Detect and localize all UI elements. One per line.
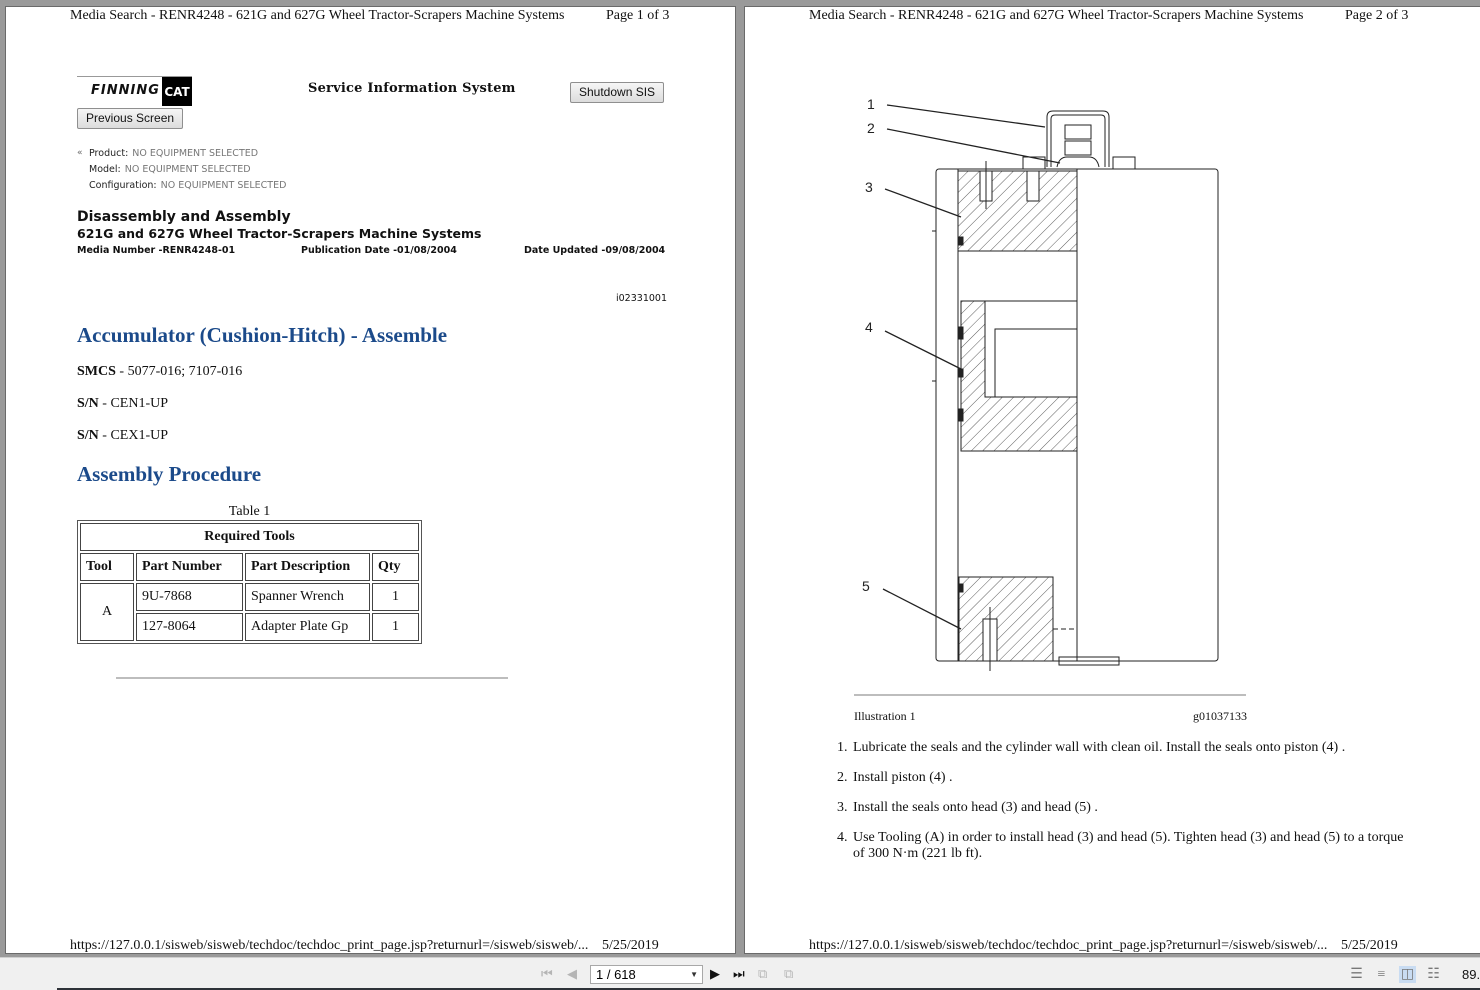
serial-number-field-1 [77,396,168,412]
header-page-label: Page 2 of 3 [1345,8,1409,23]
part-description-cell: Adapter Plate Gp [245,613,370,641]
page-header [809,8,1409,24]
logo-text: FINNING [91,83,160,98]
document-heading: Disassembly and Assembly [77,209,291,225]
callout-1: 1 [867,96,875,112]
collapse-arrow-icon[interactable]: « [77,148,83,158]
illustration-label: Illustration 1 [854,709,916,723]
document-page-1 [5,6,736,954]
sn-label: S/N [77,396,99,411]
header-title: Media Search - RENR4248 - 621G and 627G Wheel Tractor-Scrapers Machine Systems [809,8,1304,23]
column-header-part-description: Part Description [245,553,370,581]
header-title: Media Search - RENR4248 - 621G and 627G Wheel Tractor-Scrapers Machine Systems [70,8,565,23]
column-header-part-number: Part Number [136,553,243,581]
smcs-value: - 5077-016; 7107-016 [115,364,243,379]
procedure-steps [833,740,1411,876]
part-number-cell: 9U-7868 [136,583,243,611]
footer-url: https://127.0.0.1/sisweb/sisweb/techdoc/techdoc_print_page.jsp?returnurl=/sisweb/sisweb/... [70,938,589,953]
column-header-qty: Qty [372,553,419,581]
callout-5: 5 [862,578,870,594]
step-item: 3. Install the seals onto head (3) and head (5) . [851,800,1411,816]
page-number-select[interactable] [590,965,703,984]
divider [116,677,508,679]
step-item: 2. Install piston (4) . [851,770,1411,786]
table-header-row [80,553,419,581]
go-back-view-icon[interactable]: ⧉ [758,966,768,981]
callout-4: 4 [865,319,873,335]
zoom-value[interactable]: 89. [1462,967,1480,982]
footer-date: 5/25/2019 [601,938,659,953]
footer-url: https://127.0.0.1/sisweb/sisweb/techdoc/techdoc_print_page.jsp?returnurl=/sisweb/sisweb/... [809,938,1328,953]
single-page-icon[interactable]: ☰ [1350,967,1363,982]
header-page-label: Page 1 of 3 [606,8,670,23]
product-field [77,148,258,159]
callout-3: 3 [865,179,873,195]
previous-screen-button[interactable]: Previous Screen [77,108,183,129]
qty-cell: 1 [372,583,419,611]
procedure-title: Assembly Procedure [77,462,262,486]
table-caption: Table 1 [228,504,271,519]
table-title: Required Tools [80,523,419,551]
configuration-value: NO EQUIPMENT SELECTED [160,180,287,191]
callout-2: 2 [867,120,875,136]
media-number: Media Number -RENR4248-01 [77,245,236,256]
product-value: NO EQUIPMENT SELECTED [132,148,259,159]
cat-badge: CAT [162,77,192,106]
viewer-toolbar [0,957,1480,990]
tool-cell: A [80,583,134,641]
step-item: 4. Use Tooling (A) in order to install head (3) and head (5). Tighten head (3) and head (5) to a torque of 300 N·m (221 lb ft). [851,830,1411,862]
divider [854,694,1246,696]
footer-date: 5/25/2019 [1340,938,1398,953]
continuous-icon[interactable]: ≡ [1377,967,1386,982]
configuration-label: Configuration: [89,180,157,191]
column-header-tool: Tool [80,553,134,581]
continuous-facing-icon[interactable]: ☷ [1427,967,1440,982]
sn-label: S/N [77,428,99,443]
smcs-label: SMCS [77,364,116,379]
sn-value: - CEX1-UP [98,428,169,443]
publication-date: Publication Date -01/08/2004 [301,245,457,256]
finning-cat-logo [77,76,192,106]
document-id: i02331001 [616,293,667,304]
first-page-icon[interactable]: ⏮ [541,966,553,981]
page-number-value: 1 / 618 [596,967,636,982]
part-description-cell: Spanner Wrench [245,583,370,611]
system-title: Service Information System [308,81,516,96]
required-tools-table [77,520,422,644]
document-subheading: 621G and 627G Wheel Tractor-Scrapers Machine Systems [77,226,482,241]
chevron-down-icon[interactable]: ▼ [690,970,698,979]
table-row [80,583,419,611]
serial-number-field-2 [77,428,168,444]
previous-page-icon[interactable]: ◀ [567,966,577,981]
facing-pages-icon[interactable]: ◫ [1400,967,1415,982]
smcs-field [77,364,242,380]
go-forward-view-icon[interactable]: ⧉ [784,966,794,981]
page-header [70,8,670,24]
last-page-icon[interactable]: ⏭ [733,966,745,981]
accumulator-cross-section-illustration [845,79,1265,679]
document-page-2 [744,6,1480,954]
sn-value: - CEN1-UP [98,396,169,411]
model-label: Model: [89,164,121,175]
page-footer [70,938,659,954]
step-item: 1. Lubricate the seals and the cylinder wall with clean oil. Install the seals onto piston (4) . [851,740,1411,756]
illustration-id: g01037133 [1193,709,1247,723]
product-label: Product: [89,148,129,159]
shutdown-sis-button[interactable]: Shutdown SIS [570,82,664,103]
next-page-icon[interactable]: ▶ [710,966,720,981]
part-number-cell: 127-8064 [136,613,243,641]
page-footer [809,938,1398,954]
date-updated: Date Updated -09/08/2004 [524,245,666,256]
model-value: NO EQUIPMENT SELECTED [124,164,251,175]
model-field [89,164,251,175]
qty-cell: 1 [372,613,419,641]
configuration-field [89,180,286,191]
page-title: Accumulator (Cushion-Hitch) - Assemble [77,323,448,347]
